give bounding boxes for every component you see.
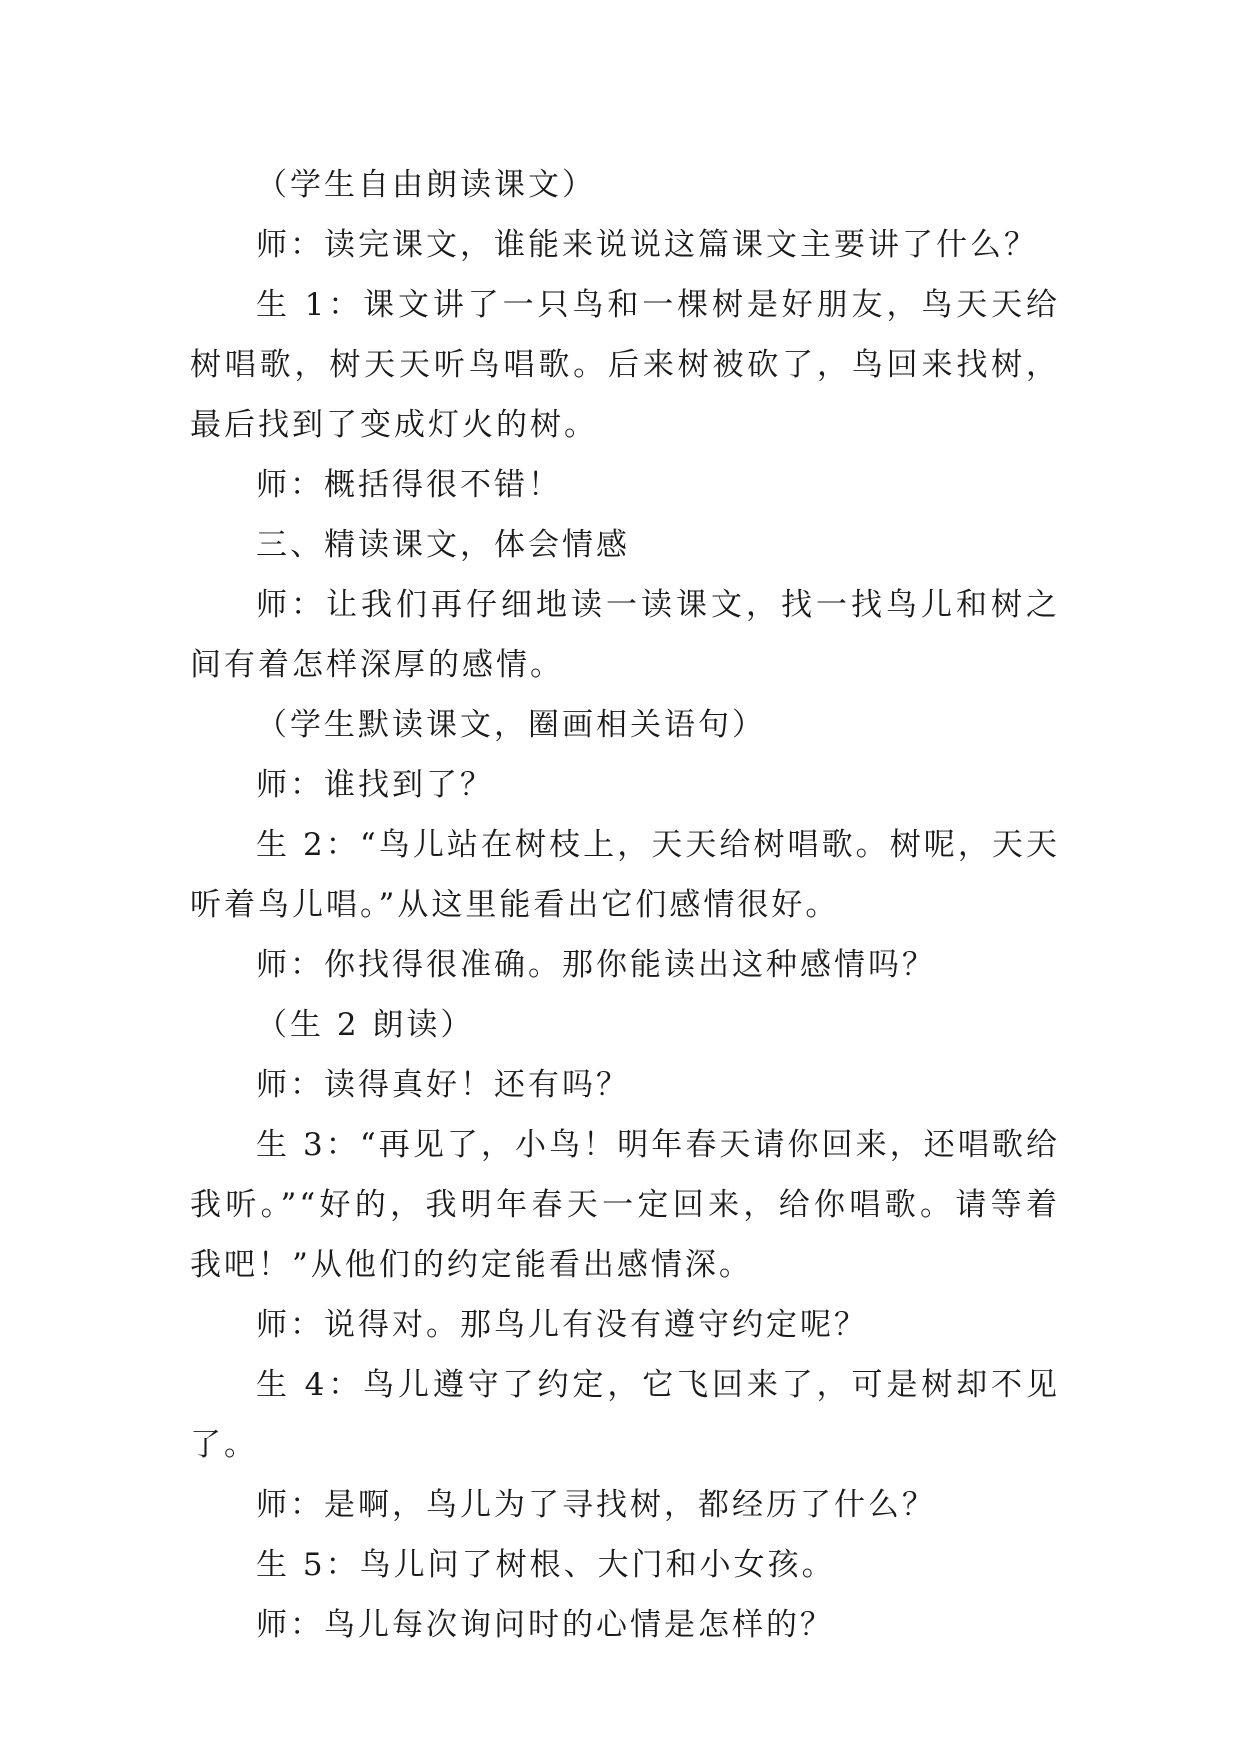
paragraph: 师：读完课文，谁能来说说这篇课文主要讲了什么？ xyxy=(256,227,1038,263)
paragraph: （学生默读课文，圈画相关语句） xyxy=(256,707,766,743)
paragraph: 生 4：鸟儿遵守了约定，它飞回来了，可是树却不见了。 xyxy=(190,1367,1060,1463)
paragraph: 生 3：“再见了，小鸟！明年春天请你回来，还唱歌给我听。”“好的，我明年春天一定回来，给你唱歌。请等着我吧！”从他们的约定能看出感情深。 xyxy=(190,1127,1060,1283)
section-heading: 三、精读课文，体会情感 xyxy=(256,527,630,563)
paragraph: 师：是啊，鸟儿为了寻找树，都经历了什么？ xyxy=(256,1487,936,1523)
paragraph: 生 2：“鸟儿站在树枝上，天天给树唱歌。树呢，天天听着鸟儿唱。”从这里能看出它们感情很好。 xyxy=(190,827,1060,923)
paragraph: 生 5：鸟儿问了树根、大门和小女孩。 xyxy=(256,1547,836,1583)
paragraph: 师：让我们再仔细地读一读课文，找一找鸟儿和树之间有着怎样深厚的感情。 xyxy=(190,587,1060,683)
paragraph: 师：鸟儿每次询问时的心情是怎样的？ xyxy=(256,1607,834,1643)
paragraph: 生 1：课文讲了一只鸟和一棵树是好朋友，鸟天天给树唱歌，树天天听鸟唱歌。后来树被砍了，鸟回来找树，最后找到了变成灯火的树。 xyxy=(190,287,1060,443)
paragraph: （学生自由朗读课文） xyxy=(256,167,596,203)
paragraph: 师：读得真好！还有吗？ xyxy=(256,1067,630,1103)
paragraph: 师：说得对。那鸟儿有没有遵守约定呢？ xyxy=(256,1307,868,1343)
document-body xyxy=(190,155,1060,1655)
paragraph: 师：概括得很不错！ xyxy=(256,467,562,503)
paragraph: 师：你找得很准确。那你能读出这种感情吗？ xyxy=(256,947,936,983)
paragraph: （生 2 朗读） xyxy=(256,1007,475,1043)
paragraph: 师：谁找到了？ xyxy=(256,767,494,803)
